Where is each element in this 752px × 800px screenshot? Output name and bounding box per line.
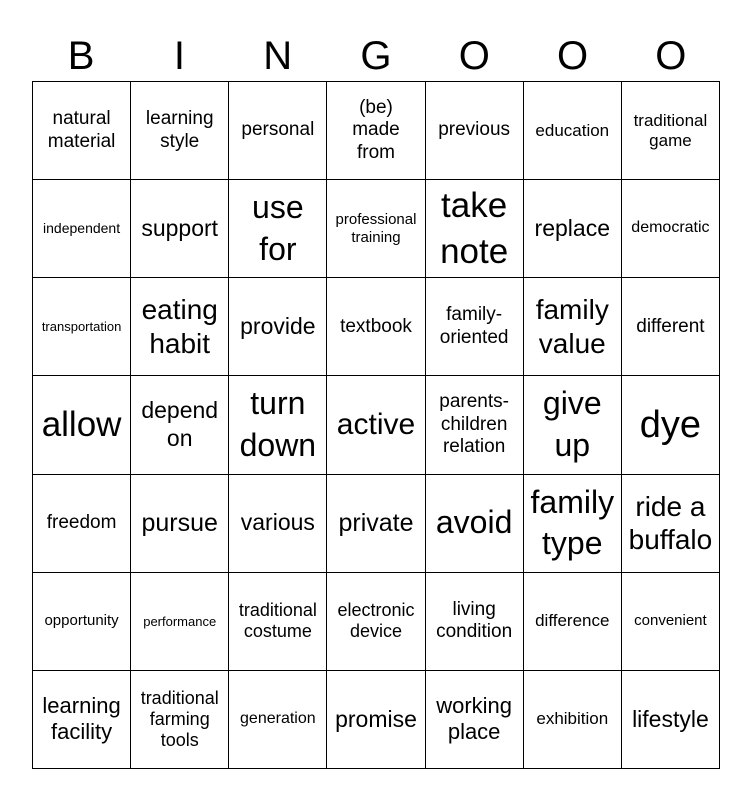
bingo-cell[interactable]: convenient (622, 573, 720, 671)
bingo-cell[interactable]: exhibition (524, 671, 622, 769)
bingo-cell[interactable]: provide (229, 278, 327, 376)
bingo-cell[interactable]: support (131, 180, 229, 278)
header-letter-g: G (360, 34, 392, 78)
bingo-cell[interactable]: working place (426, 671, 524, 769)
bingo-cell[interactable]: professional training (327, 180, 425, 278)
bingo-cell[interactable]: democratic (622, 180, 720, 278)
bingo-cell[interactable]: generation (229, 671, 327, 769)
bingo-cell[interactable]: personal (229, 82, 327, 180)
bingo-cell[interactable]: previous (426, 82, 524, 180)
bingo-cell[interactable]: transportation (33, 278, 131, 376)
bingo-cell[interactable]: private (327, 475, 425, 573)
bingo-cell[interactable]: give up (524, 376, 622, 474)
header-letter-b: B (67, 34, 95, 78)
bingo-cell[interactable]: family-oriented (426, 278, 524, 376)
bingo-cell[interactable]: replace (524, 180, 622, 278)
bingo-cell[interactable]: education (524, 82, 622, 180)
bingo-cell[interactable]: allow (33, 376, 131, 474)
bingo-cell[interactable]: various (229, 475, 327, 573)
bingo-cell[interactable]: living condition (426, 573, 524, 671)
bingo-cell[interactable]: family value (524, 278, 622, 376)
bingo-cell[interactable]: turn down (229, 376, 327, 474)
bingo-cell[interactable]: eating habit (131, 278, 229, 376)
header-letter-o-1: O (458, 34, 490, 78)
header-letter-n: N (263, 34, 293, 78)
header-letter-o-2: O (557, 34, 589, 78)
bingo-cell[interactable]: learning style (131, 82, 229, 180)
bingo-cell[interactable]: (be) made from (327, 82, 425, 180)
bingo-cell[interactable]: independent (33, 180, 131, 278)
header-letter-o-3: O (655, 34, 687, 78)
bingo-cell[interactable]: take note (426, 180, 524, 278)
bingo-board (32, 81, 720, 769)
bingo-cell[interactable]: promise (327, 671, 425, 769)
bingo-cell[interactable]: electronic device (327, 573, 425, 671)
bingo-cell[interactable]: traditional costume (229, 573, 327, 671)
bingo-cell[interactable]: parents-children relation (426, 376, 524, 474)
bingo-cell[interactable]: traditional farming tools (131, 671, 229, 769)
bingo-cell[interactable]: difference (524, 573, 622, 671)
bingo-header (32, 30, 720, 82)
bingo-cell[interactable]: textbook (327, 278, 425, 376)
bingo-cell[interactable]: learning facility (33, 671, 131, 769)
bingo-cell[interactable]: performance (131, 573, 229, 671)
header-letter-i: I (173, 34, 185, 78)
bingo-cell[interactable]: use for (229, 180, 327, 278)
bingo-cell[interactable]: depend on (131, 376, 229, 474)
bingo-cell[interactable]: active (327, 376, 425, 474)
bingo-cell[interactable]: different (622, 278, 720, 376)
bingo-cell[interactable]: dye (622, 376, 720, 474)
bingo-cell[interactable]: lifestyle (622, 671, 720, 769)
bingo-cell[interactable]: opportunity (33, 573, 131, 671)
bingo-cell[interactable]: freedom (33, 475, 131, 573)
bingo-cell[interactable]: traditional game (622, 82, 720, 180)
bingo-cell[interactable]: family type (524, 475, 622, 573)
bingo-cell[interactable]: avoid (426, 475, 524, 573)
bingo-cell[interactable]: ride a buffalo (622, 475, 720, 573)
bingo-cell[interactable]: pursue (131, 475, 229, 573)
bingo-cell[interactable]: natural material (33, 82, 131, 180)
